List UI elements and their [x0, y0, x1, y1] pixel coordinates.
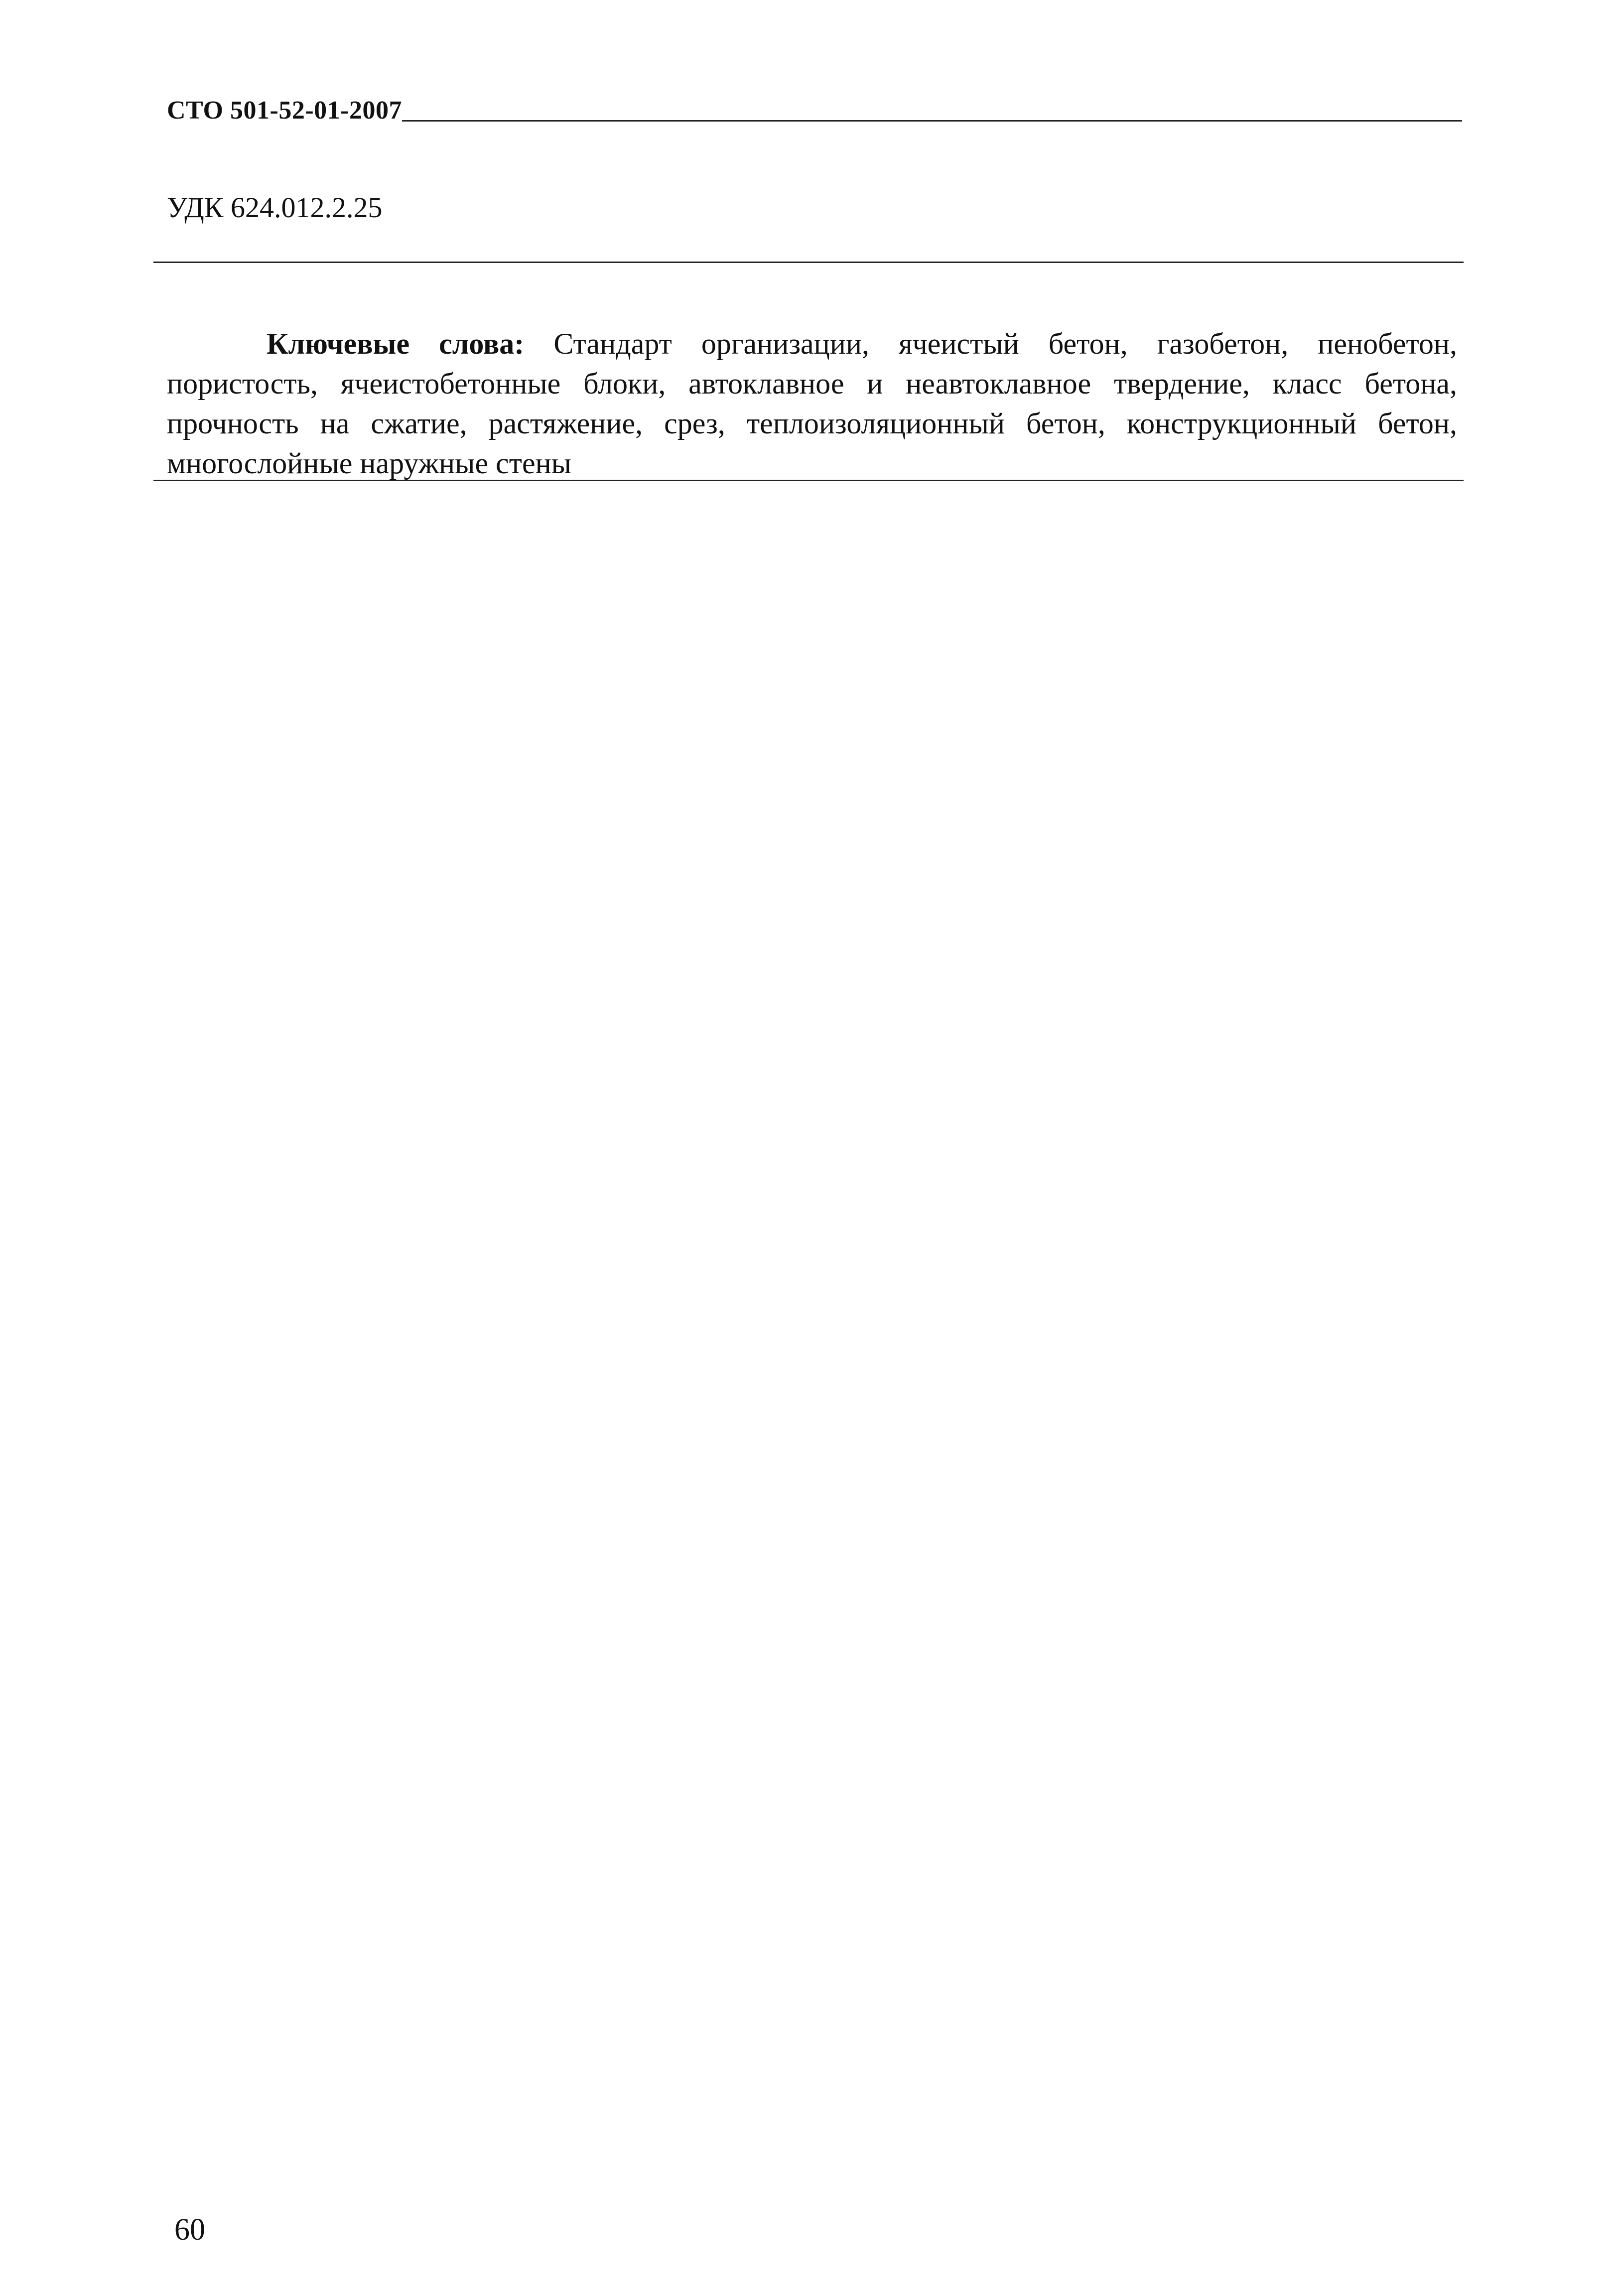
page-number: 60 [174, 2213, 205, 2247]
document-code: СТО 501-52-01-2007 [167, 96, 402, 125]
running-header [167, 84, 1462, 124]
header-underline [402, 120, 1462, 122]
top-divider [153, 262, 1464, 263]
udc-code: УДК 624.012.2.25 [167, 191, 383, 224]
keywords-paragraph [167, 324, 1457, 483]
keywords-label: Ключевые слова: [267, 327, 525, 360]
keywords-text: Стандарт организации, ячеистый бетон, газобетон, пенобетон, пористость, ячеистобетонные блоки, автоклавное и неавтоклавное твердение, класс бетона, прочность на сжатие, растяжение, срез, теплоизоляционный бетон, конструкционный бетон, многослойные наружные стены [167, 327, 1458, 480]
bottom-divider [153, 480, 1464, 481]
